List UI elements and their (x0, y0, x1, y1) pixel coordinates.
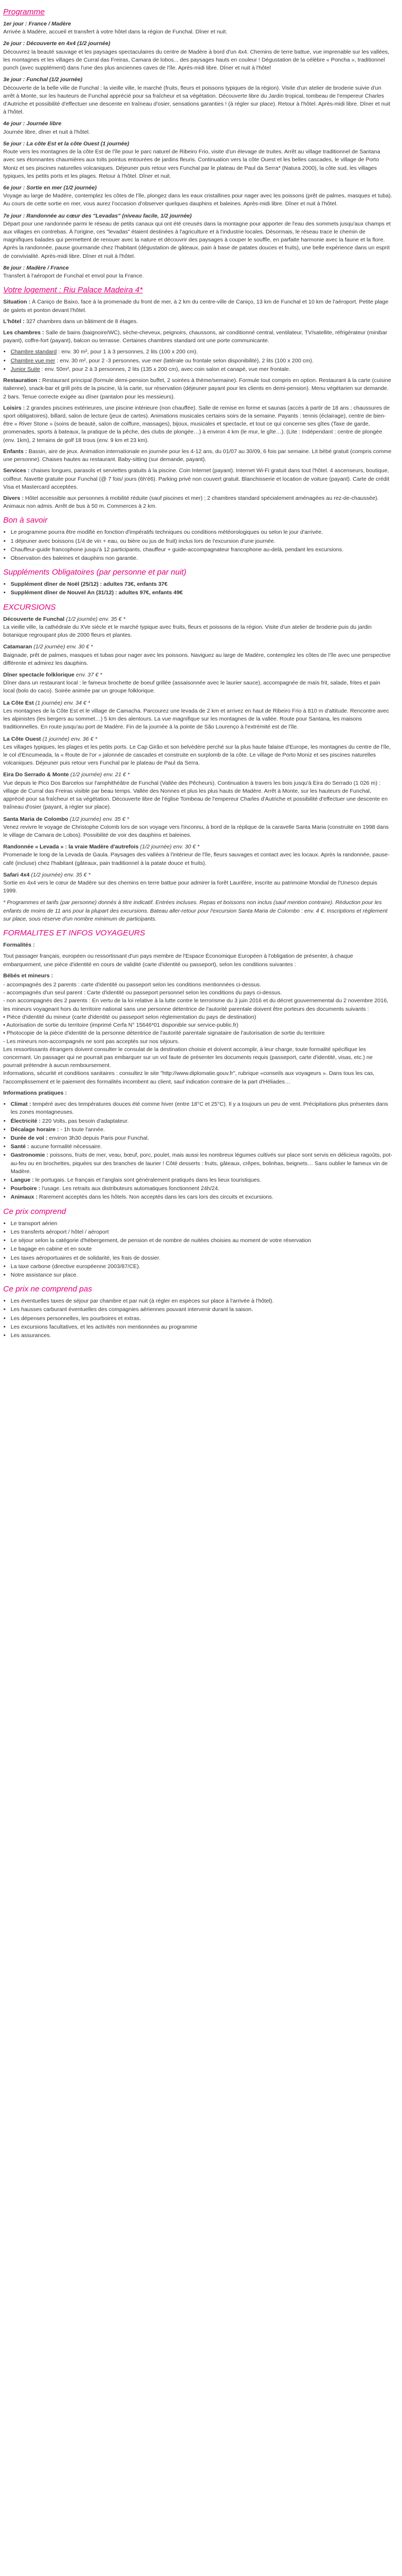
room-name: Chambre vue mer (11, 357, 56, 364)
room-item (11, 348, 392, 356)
excursion-meta: env. 37 € * (74, 672, 102, 678)
excursion-head (3, 843, 392, 851)
bon-title: Bon à savoir (3, 516, 48, 525)
excursion-item (3, 816, 392, 840)
excursion-text: La vieille ville, la cathédrale du XVe siècle et le marché typique avec fruits, fleurs et poissons de la région. Visite d'un atelier de broderie puis du jardin botanique regroupant plus de 2000 fleurs et plantes. (3, 623, 372, 639)
info-value: tempéré avec des températures douces été comme hiver (entre 18°C et 25°C). Il y a toujours un peu de vent. Précipitations plus présentes dans les zones montagneuses. (11, 1101, 388, 1116)
prix-list (3, 1220, 392, 1280)
programme-day (3, 120, 392, 136)
excursion-meta: (1/2 journée) env. 21 € * (68, 771, 130, 778)
info-item (11, 1117, 392, 1125)
info-key: Gastronomie : (11, 1152, 49, 1159)
excursion-head (3, 816, 392, 823)
bon-item: • Chauffeur-guide francophone jusqu'à 12 participants, chauffeur + guide-accompagnateur francophone au-delà, pendant les excursions. (11, 546, 392, 554)
day-title: 4e jour : Journée libre (3, 120, 62, 127)
day-title: 7e jour : Randonnée au cœur des "Levadas" (niveau facile, 1/2 journée) (3, 212, 192, 219)
day-text: Route vers les montagnes de la côte Est de l'île pour le parc naturel de Ribeiro Frio, visite d'un élevage de truites. Arrêt au village traditionnel de Santana avec ses étonnantes chaumières aux toits pointus entourées de jardins fleuris. Continuation vers la côte Ouest et les belles cascades, le village de Porto Moniz et ses piscines naturelles volcaniques. Déjeuner puis retour vers Funchal par le plateau de Paul da Serra* (Natura 2000), la côte sud, les villages typiques, les petits ports et les plages. Retour à l'hôtel. Dîner et nuit. (3, 149, 380, 179)
excursion-head (3, 699, 392, 707)
excursion-item (3, 615, 392, 640)
info-value: Rarement acceptés dans les hôtels. Non acceptés dans les cars lors des circuits et excursions. (37, 1194, 274, 1201)
day-title: 5e jour : La côte Est et la côte Ouest (1 journée) (3, 140, 129, 147)
excursion-item (3, 735, 392, 768)
excursion-name: Eira Do Serrado & Monte (3, 771, 69, 778)
prix-title: Ce prix comprend (3, 1207, 66, 1216)
info-label: Informations pratiques : (3, 1089, 67, 1096)
excursion-text: Promenade le long de la Levada de Gaula. Paysages des vallées à l'intérieur de l'île, fleurs sauvages et contact avec les locaux. Après la randonnée, pause-café (incluse) chez l'habitant (gâteaux, pain traditionnel à la patate douce et fruits). (3, 852, 390, 866)
room-text: : env. 30 m², pour 2 -3 personnes, vue mer (latérale ou frontale selon disponibilité), 2 lits (100 x 200 cm). (55, 357, 314, 364)
excursion-text: Dîner dans un restaurant local : le fameux brochette de boeuf grillée (assaisonnée avec le laurier sauce), accompagnée de maïs frit, salade, frites et pain local (bolo do caco). Soirée animée par un groupe folklorique. (3, 680, 380, 695)
prix-item: • Les taxes aéroportuaires et de solidarité, les frais de dossier. (11, 1254, 392, 1262)
hotel-leisure: Loisirs : 2 grandes piscines extérieures, une piscine intérieure (non chauffée). Salle de remise en forme et saunas (accès à partir de 18 ans ; chaussures de sport obligatoires), billard, salon de lecture (jeux de cartes). Animations musicales certains soirs de la semaine. Payants : tennis (éclairage), centre de bien-être « River Stone » (soins de beauté, salon de coiffure, massages), bijoux, musicales et spectacle, et tout ce qui concerne ses gîtes (Taxe de garde, promenades, sports à bateaux, la pratique de la pêche, des clubs de plongée…) à environ 4 km (le mur, le gîte…). (Lite : Indépendant : centre de plongée (env. 1km), 2 terrains de golf 18 trous (env. 9 km et 23 km). (3, 404, 390, 444)
programme-day (3, 140, 392, 180)
hotel-food: Restauration : Restaurant principal (formule demi-pension buffet, 2 soirées à thème/semaine). Formule tout compris en option. Restaurant à la carte (cuisine italienne), snack-bar et grill près de la piscine, là la carte, sur réservation (déjeuner payant pour les clients en demi-pension). Menu végétarien sur demande. 2 bars. Tenue correcte exigée au dîner (pantalon pour les messieurs). (3, 377, 391, 400)
hotel-title: Votre logement : Riu Palace Madeira 4* (3, 285, 143, 295)
formalites-line: - non accompagnés des 2 parents : En vertu de la loi relative à la lutte contre le terrorisme du 3 juin 2016 et du décret gouvernemental du 2 novembre 2016, les mineurs voyageant hors du territoire national sans une personne détentrice de l'autorité parentale doivent être porteurs des documents suivants : (3, 998, 389, 1012)
formalites-line: - accompagnés d'un seul parent : Carte d'identité ou passeport personnel selon les conditions du pays ci-dessus. (3, 990, 282, 996)
day-title: 2e jour : Découverte en 4x4 (1/2 journée) (3, 40, 110, 47)
prix-item: • Notre assistance sur place. (11, 1271, 392, 1279)
info-item (11, 1134, 392, 1142)
excursion-text: Les villages typiques, les plages et les petits ports. Le Cap Girão et son belvédère perché sur la plus haute falaise d'Europe, les montagnes du centre de l'île, le col d'Encumeada, la « Route de l'or » jalonnée de cascades et construite en surplomb de la côte. Le village de Porto Moniz et ses piscines naturelles volcaniques. Déjeuner puis retour vers Funchal par le plateau de Paul da Serra. (3, 743, 391, 767)
excursion-name: Découverte de Funchal (3, 615, 65, 622)
hotel-misc: Divers : Hôtel accessible aux personnes à mobilité réduite (sauf piscines et mer) ; 2 chambres standard spécialement aménagées au rez-de-chaussée). Animaux non admis. Arrêt de bus à 50 m. Commerces à 2 km. (3, 495, 379, 510)
info-key: Électricité : (11, 1117, 41, 1124)
info-value: 220 Volts, pas besoin d'adaptateur. (40, 1117, 129, 1124)
day-text: Voyage au large de Madère, contemplez les côtes de l'île, plongez dans les eaux cristallines pour nager avec les poissons (prêt de palmes, masques et tuba). Au cours de cette sortie en mer, vous aurez l'occasion d'observer quelques dauphins et baleines. Après-midi libre. Dîner et nuit à l'hôtel. (3, 193, 392, 207)
bon-item: • Le programme pourra être modifié en fonction d'impératifs techniques ou conditions météorologiques ou selon le jour d'arrivée. (11, 528, 392, 536)
info-value: aucune formalité nécessaire. (29, 1143, 102, 1150)
excursion-meta: (1/2 journée) env. 35 € * (64, 615, 126, 622)
room-name: Chambre standard (11, 349, 57, 355)
supp-item: • Supplément dîner de Noël (25/12) : adultes 73€, enfants 37€ (11, 580, 392, 588)
programme-day (3, 264, 392, 280)
excursion-name: La Côte Ouest (3, 735, 41, 742)
excursion-name: Santa Maria de Colombo (3, 816, 68, 822)
programme-day (3, 40, 392, 72)
formalites-line: Informations, sécurité et conditions sanitaires : consultez le site "http://www.diplomatie.gouv.fr", rubrique «conseils aux voyageurs ». Dans tous les cas, l'accomplissement et le paiement des formalités incombent au client, sauf indication contraire de la part d'Héliades… (3, 1070, 375, 1085)
info-item (11, 1151, 392, 1176)
hotel-rooms: Les chambres : Salle de bains (baignoire/WC), sèche-cheveux, peignoirs, chaussons, air conditionné central, ventilateur, TV/satellite, réfrigérateur (minibar payant), coffre-fort (payant), balcon ou terrasse. Certaines chambres standard ont une porte communicante. (3, 329, 388, 344)
formalites-line: • Pièce d'identité du mineur (carte d'identité ou passeport selon réglementation du pays de destination) (3, 1013, 256, 1020)
bon-list (3, 528, 392, 562)
formalites-intro: Tout passager français, européen ou ressortissant d'un pays membre de l'Espace Économique Européen à l'obligation de présenter, à chaque embarquement, une pièce d'identité en cours de validité (carte d'identité ou passeport), selon les conditions suivantes : (3, 953, 353, 968)
prix-item: • Les transferts aéroport / hôtel / aéroport (11, 1228, 392, 1236)
excursions-list (3, 615, 392, 896)
excursion-name: Safari 4x4 (3, 871, 30, 878)
info-item (11, 1126, 392, 1134)
excursion-item (3, 771, 392, 811)
hotel-services: Services : chaises longues, parasols et serviettes gratuits à la piscine. Coin Internet (payant). Internet Wi-Fi gratuit dans tout l'hôtel. 4 ascenseurs, boutique, coiffeur. Navette gratuite pour Funchal (@ 7 fois/ jours (6h'é6). Parking privé non couvert gratuit. Blanchisserie et location de voiture (payant). Carte de crédit Visa et Mastercard acceptées. (3, 467, 390, 490)
excursions-note: * Programmes et tarifs (par personne) donnés à titre indicatif. Entrées incluses. Repas et boissons non inclus (sauf mention contraire). Réduction pour les enfants de moins de 11 ans pour la plupart des excursions. Bateau aller-retour pour l'excursion Santa Maria de Colombo : env. 4 €. Inscriptions et règlement sur place, sous réserve d'un nombre minimum de participants. (3, 899, 388, 922)
day-text: Départ pour une randonnée parmi le réseau de petits canaux qui ont été creusés dans la montagne pour apporter de l'eau des sommets jusqu'aux champs et aux villages en contrebas. À l'origine, ces "levadas" étaient destinées à l'agriculture et à l'industrie locales. Désormais, le réseau trace le chemin de magnifiques balades qui permettent de renouer avec la nature et découvrir des paysages à couper le souffle, en parfaite harmonie avec la faune et la flore. Après la randonnée, pause gourmande chez l'habitant (dégustation de gâteaux, pain à base de patates douces et fruits), une belle expérience dans un esprit de convivialité. Après-midi libre. Dîner et nuit à l'hôtel. (3, 220, 391, 259)
excursion-meta: (1/2 journée) env. 35 € * (68, 816, 129, 822)
programme-days (3, 20, 392, 280)
programme-day (3, 20, 392, 36)
info-value: le portugais. Le français et l'anglais sont généralement pratiqués dans les lieux touristiques. (33, 1177, 261, 1184)
info-item (11, 1193, 392, 1201)
formalites-line: - Les mineurs non-accompagnés ne sont pas acceptés sur nos séjours. (3, 1038, 180, 1045)
excursion-item (3, 671, 392, 696)
room-text: : env. 50m², pour 2 à 3 personnes, 2 lits (135 x 200 cm), avec coin salon et canapé, vue mer frontale. (40, 366, 291, 372)
excursion-meta: (1/2 journée) env. 35 € * (29, 871, 91, 878)
info-key: Pourboire : (11, 1185, 41, 1192)
excursion-item (3, 643, 392, 667)
excursion-text: Baignade, prêt de palmes, masques et tubas pour nager avec les poissons. Naviguez au large de Madère, contemplez les côtes de l'île avec une perspective différente et admirez les dauphins. (3, 652, 391, 666)
hotel-block (3, 298, 392, 510)
noprix-item: • Les dépenses personnelles, les pourboires et extras. (11, 1315, 392, 1323)
excursion-name: Dîner spectacle folklorique (3, 672, 75, 678)
supp-title: Suppléments Obligatoires (par personne et par nuit) (3, 568, 187, 577)
info-item (11, 1185, 392, 1193)
excursion-head (3, 643, 392, 651)
info-key: Décalage horaire : (11, 1126, 59, 1133)
excursion-name: Randonnée « Levada » : la vraie Madère d'autrefois (3, 844, 139, 851)
noprix-list (3, 1297, 392, 1340)
excursion-text: Vue depuis le Pico Dos Barcelos sur l'amphithéâtre de Funchal (Vallée des Pêcheurs). Continuation à travers les bois jusqu'à Eira do Serrado (1 026 m) : village de Curral das Freiras visible par beau temps. Vallée des Nonnes et plus les plus hauts de Madère. Arrêt à Monte, sur les hauteurs de Funchal, apprécié pour sa fraîcheur et sa végétation. Découverte libre de l'église Tombeau de l'empereur Charles d'Autriche et possibilité d'effectuer une descente en traîneau d'osier (payant, à régler sur place). (3, 779, 388, 811)
formalites-lines (3, 981, 392, 1086)
excursion-name: Catamaran (3, 644, 32, 650)
bon-item: • 1 déjeuner avec boissons (1/4 de vin + eau, ou bière ou jus de fruit) inclus lors de l'excursion d'une journée. (11, 537, 392, 545)
excursion-head (3, 615, 392, 623)
day-text: Arrivée à Madère, accueil et transfert à votre hôtel dans la région de Funchal. Dîner et nuit. (3, 29, 228, 36)
excursion-head (3, 771, 392, 779)
info-list (3, 1100, 392, 1202)
prix-item: • La taxe carbone (directive européenne 2003/87/CE). (11, 1263, 392, 1271)
room-item (11, 366, 392, 374)
info-key: Animaux : (11, 1194, 38, 1201)
noprix-item: • Les hausses carburant éventuelles des compagnies aériennes pouvant intervenir durant la saison. (11, 1306, 392, 1314)
info-value: environ 3h30 depuis Paris pour Funchal. (47, 1134, 149, 1141)
room-name: Junior Suite (11, 366, 40, 372)
day-title: 3e jour : Funchal (1/2 journée) (3, 76, 83, 83)
excursion-item (3, 871, 392, 896)
excursion-meta: (1/2 journée) env. 30 € * (32, 644, 93, 650)
excursion-meta: (1/2 journée) env. 30 € * (138, 844, 199, 851)
excursion-head (3, 871, 392, 879)
excursion-item (3, 699, 392, 732)
formalites-line: Les ressortissants étrangers doivent consulter le consulat de la destination choisie et doivent accomplir, à leur charge, toute formalité spécifique les concernant. Un passager qui ne pourrait pas embarquer sur un vol faute de présenter les documents requis (passeport, carte d'identité, visas, etc.) ne pourrait prétendre à aucun remboursement. (3, 1046, 373, 1069)
noprix-item: • Les assurances. (11, 1332, 392, 1340)
info-value: - 1h toute l'année. (59, 1126, 105, 1133)
formalites-line: • Photocopie de la pièce d'identité de la personne détentrice de l'autorité parentale signataire de l'autorisation de sortie du territoire (3, 1030, 325, 1037)
excursion-head (3, 671, 392, 679)
prix-item: • Le séjour selon la catégorie d'hébergement, de pension et de nombre de nuitées choisies au moment de votre réservation (11, 1237, 392, 1245)
info-value: poissons, fruits de mer, veau, bœuf, porc, poulet, mais aussi les nombreux légumes cultivés sur place sont servis en délicieux ragoûts, pot-au-feu ou en brochettes, piquées sur des branches de laurier ! Côté desserts : fruits, gâteaux, crêpes, bolinhas, beignets… Sans oublier le fameux vin de Madère. (11, 1152, 392, 1175)
day-text: Journée libre, dîner et nuit à l'hôtel. (3, 128, 90, 135)
day-title: 1er jour : France / Madère (3, 21, 71, 27)
day-text: Transfert à l'aéroport de Funchal et envol pour la France. (3, 273, 144, 280)
excursion-head (3, 735, 392, 743)
noprix-title: Ce prix ne comprend pas (3, 1285, 92, 1294)
prix-item: • Le bagage en cabine et en soute (11, 1245, 392, 1253)
excursion-name: La Côte Est (3, 699, 34, 706)
info-item (11, 1176, 392, 1184)
excursion-text: Sortie en 4x4 vers le cœur de Madère sur des chemins en terre battue pour admirer la forêt Laurifère, inscrite au patrimoine Mondial de l'Unesco depuis 1999. (3, 880, 378, 895)
excursion-meta: (1 journée) env. 34 € * (33, 699, 90, 706)
programme-day (3, 76, 392, 116)
day-text: Découvrez la beauté sauvage et les paysages spectaculaires du centre de Madère à bord d'un 4x4. Chemins de terre battue, vue imprenable sur les vallées, les montagnes et les villages de Curral das Freiras, Camara de lobos... des paysages hauts en couleur ! Dégustation de la célèbre « Poncha », traditionnel punch (avec supplément) dans l'une des plus anciennes caves de l'île. Après-midi libre. Dîner et nuit à l'hôtel (3, 48, 390, 72)
supp-item: • Supplément dîner de Nouvel An (31/12) : adultes 97€, enfants 49€ (11, 589, 392, 597)
room-text: : env. 30 m², pour 1 à 3 personnes, 2 lits (100 x 200 cm). (56, 349, 198, 355)
formalites-line: • Autorisation de sortie du territoire (imprimé Cerfa N° 15646*01 disponible sur service-public.fr) (3, 1022, 239, 1029)
hotel-kids: Enfants : Bassin, aire de jeux. Animation internationale en journée pour les 4-12 ans, du 01/07 au 30/09, 6 fois par semaine. Lit bébé gratuit (compris comme une personne). Chaises hautes au restaurant. Baby-sitting (sur demande, payant). (3, 448, 391, 463)
day-text: Découverte de la belle ville de Funchal : la vieille ville, le marché (fruits, fleurs et poissons typiques de la région). Visite d'un atelier de broderie suivie d'un arrêt à Monte, sur les hauteurs de Funchal apprécié pour sa fraîcheur et sa végétation. Découverte libre du Jardin tropical, tombeau de l'empereur Charles d'Autriche et possibilité d'effectuer une descente en traîneau d'osier, sensations garanties ! (à régler sur place). Retour à l'hôtel. Après-midi libre. Dîner et nuit à l'hôtel. (3, 84, 390, 116)
excursions-title: EXCURSIONS (3, 602, 56, 612)
info-value: l'usage. Les retraits aux distributeurs automatiques fonctionnent 24h/24. (40, 1185, 220, 1192)
formalites-bebes: Bébés et mineurs : (3, 972, 53, 979)
bon-item: • Observation des baleines et dauphins non garantie. (11, 554, 392, 562)
hotel-situation: Situation : À Caniço de Baixo, face à la promenade du front de mer, à 2 km du centre-ville de Caniço, 13 km de Funchal et 10 km de l'aéroport. Petite plage de galets et ponton devant l'hôtel. (3, 299, 389, 314)
noprix-item: • Les excursions facultatives, et les activités non mentionnées au programme (11, 1323, 392, 1331)
info-key: Langue : (11, 1177, 34, 1184)
day-title: 8e jour : Madère / France (3, 264, 69, 271)
programme-day (3, 212, 392, 261)
formalites-label: Formalités : (3, 942, 35, 949)
supp-list (3, 580, 392, 597)
formalites-line: - accompagnés des 2 parents : carte d'identité ou passeport selon les conditions mentionnées ci-dessus. (3, 982, 261, 988)
room-item (11, 357, 392, 365)
info-key: Santé : (11, 1143, 30, 1150)
day-title: 6e jour : Sortie en mer (1/2 journée) (3, 184, 97, 191)
excursion-text: Venez revivre le voyage de Christophe Colomb lors de son voyage vers l'inconnu, à bord de la réplique de la caravelle Santa Maria (construite en 1998 dans le village de Camara de Lobos). Possibilité de voir des dauphins et baleines. (3, 823, 389, 838)
info-item (11, 1143, 392, 1151)
hotel-building: L'hôtel : 327 chambres dans un bâtiment de 8 étages. (3, 318, 138, 325)
formalites-title: FORMALITES ET INFOS VOYAGEURS (3, 929, 145, 938)
programme-title: Programme (3, 7, 45, 16)
info-item (11, 1100, 392, 1116)
noprix-item: • Les éventuelles taxes de séjour par chambre et par nuit (à régler en espèces sur place à l'arrivée à l'hôtel). (11, 1297, 392, 1305)
info-key: Durée de vol : (11, 1134, 48, 1141)
excursion-meta: (1 journée) env. 36 € * (41, 735, 98, 742)
programme-day (3, 184, 392, 209)
excursion-text: Les montagnes de la Côte Est et le village de Camacha. Parcourez une levada de 2 km et arrivez en haut de Ribeiro Frio à 810 m d'altitude. Rencontre avec les alpinistes (les bergers au sommet…) 5 km des alentours. La vue magnifique sur les montagnes de la vallée. Route pour Santana, les maisons traditionnelles. En route jusqu'au port de Madère. Fin de la journée à la pointe de São Lourenço à l'extrémité est de l'île. (3, 707, 389, 731)
rooms-list (3, 348, 392, 374)
info-key: Climat : (11, 1101, 31, 1108)
excursion-item (3, 843, 392, 868)
prix-item: • Le transport aérien (11, 1220, 392, 1228)
